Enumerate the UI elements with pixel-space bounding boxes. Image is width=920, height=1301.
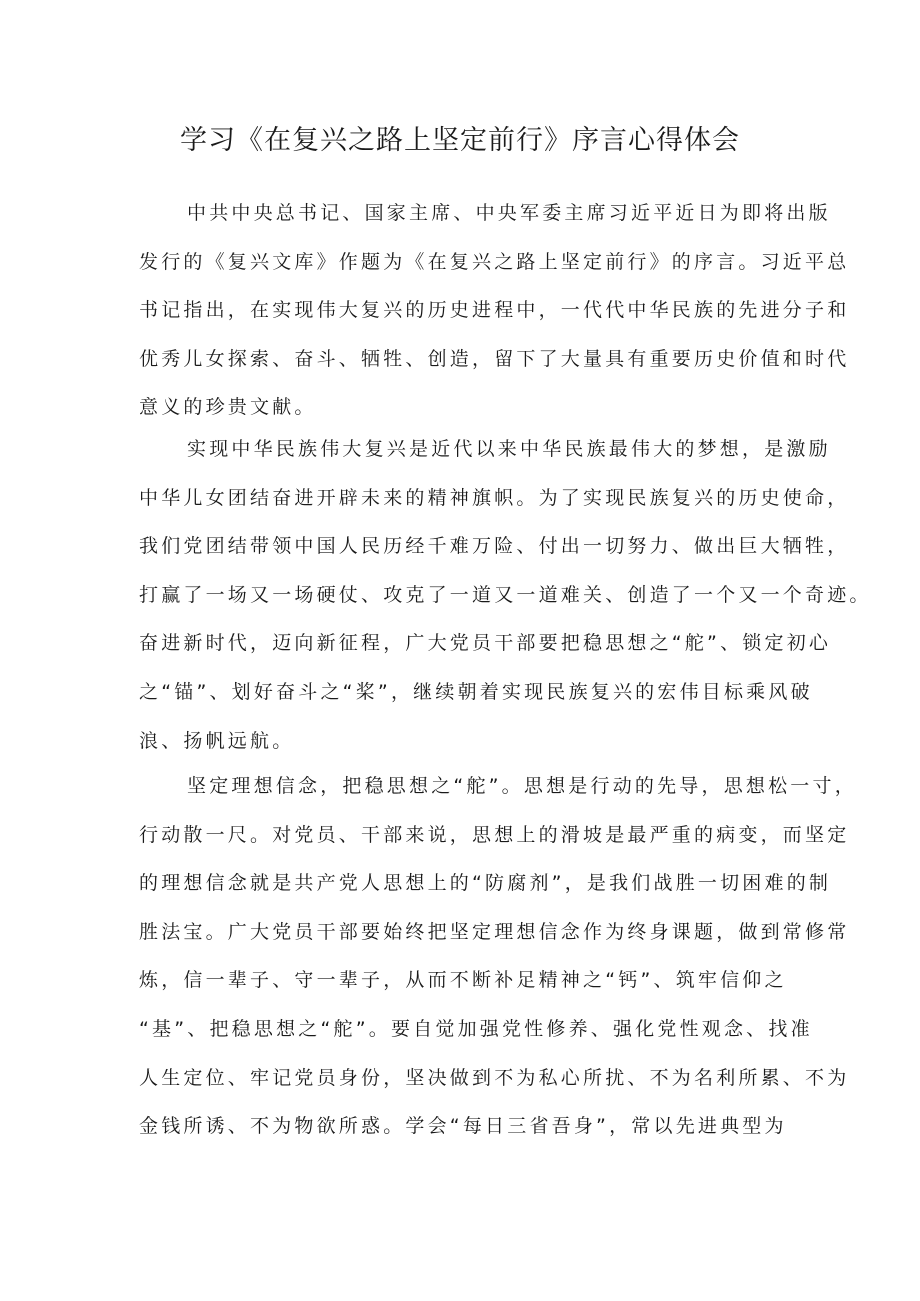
paragraph-line: 我们党团结带领中国人民历经千难万险、付出一切努力、做出巨大牺牲， [139,535,850,558]
paragraph-line: 打赢了一场又一场硬仗、攻克了一道又一道难关、创造了一个又一个奇迹。 [139,583,872,606]
paragraph-line: 中华儿女团结奋进开辟未来的精神旗帜。为了实现民族复兴的历史使命， [139,486,850,509]
document-title: 学习《在复兴之路上坚定前行》序言心得体会 [180,125,740,156]
paragraph-line: 人生定位、牢记党员身份，坚决做到不为私心所扰、不为名利所累、不为 [139,1066,850,1089]
paragraph-line: 胜法宝。广大党员干部要始终把坚定理想信念作为终身课题，做到常修常 [139,920,850,943]
paragraph-line: 的理想信念就是共产党人思想上的“防腐剂”，是我们战胜一切困难的制 [139,872,832,895]
paragraph-line: 金钱所诱、不为物欲所惑。学会“每日三省吾身”，常以先进典型为 [139,1115,787,1138]
paragraph-line: 浪、扬帆远航。 [139,729,295,752]
paragraph-line: 实现中华民族伟大复兴是近代以来中华民族最伟大的梦想，是激励 [187,438,831,460]
paragraph-line: 坚定理想信念，把稳思想之“舵”。思想是行动的先导，思想松一寸， [187,775,857,797]
paragraph-line: 奋进新时代，迈向新征程，广大党员干部要把稳思想之“舵”、锁定初心 [139,632,832,655]
paragraph-line: 行动散一尺。对党员、干部来说，思想上的滑坡是最严重的病变，而坚定 [139,823,850,846]
paragraph-line: “基”、把稳思想之“舵”。要自觉加强党性修养、强化党性观念、找准 [139,1017,813,1040]
paragraph-line: 炼，信一辈子、守一辈子，从而不断补足精神之“钙”、筑牢信仰之 [139,969,787,992]
paragraph-line: 发行的《复兴文库》作题为《在复兴之路上坚定前行》的序言。习近平总 [139,250,850,273]
paragraph-2 [139,425,872,765]
paragraph-line: 中共中央总书记、国家主席、中央军委主席习近平近日为即将出版 [187,202,831,224]
paragraph-line: 意义的珍贵文献。 [139,396,317,419]
paragraph-1 [139,189,850,432]
paragraph-3 [139,762,857,1151]
paragraph-line: 优秀儿女探索、奋斗、牺牲、创造，留下了大量具有重要历史价值和时代 [139,347,850,370]
paragraph-line: 书记指出，在实现伟大复兴的历史进程中，一代代中华民族的先进分子和 [139,299,850,322]
paragraph-line: 之“锚”、划好奋斗之“桨”，继续朝着实现民族复兴的宏伟目标乘风破 [139,680,813,703]
